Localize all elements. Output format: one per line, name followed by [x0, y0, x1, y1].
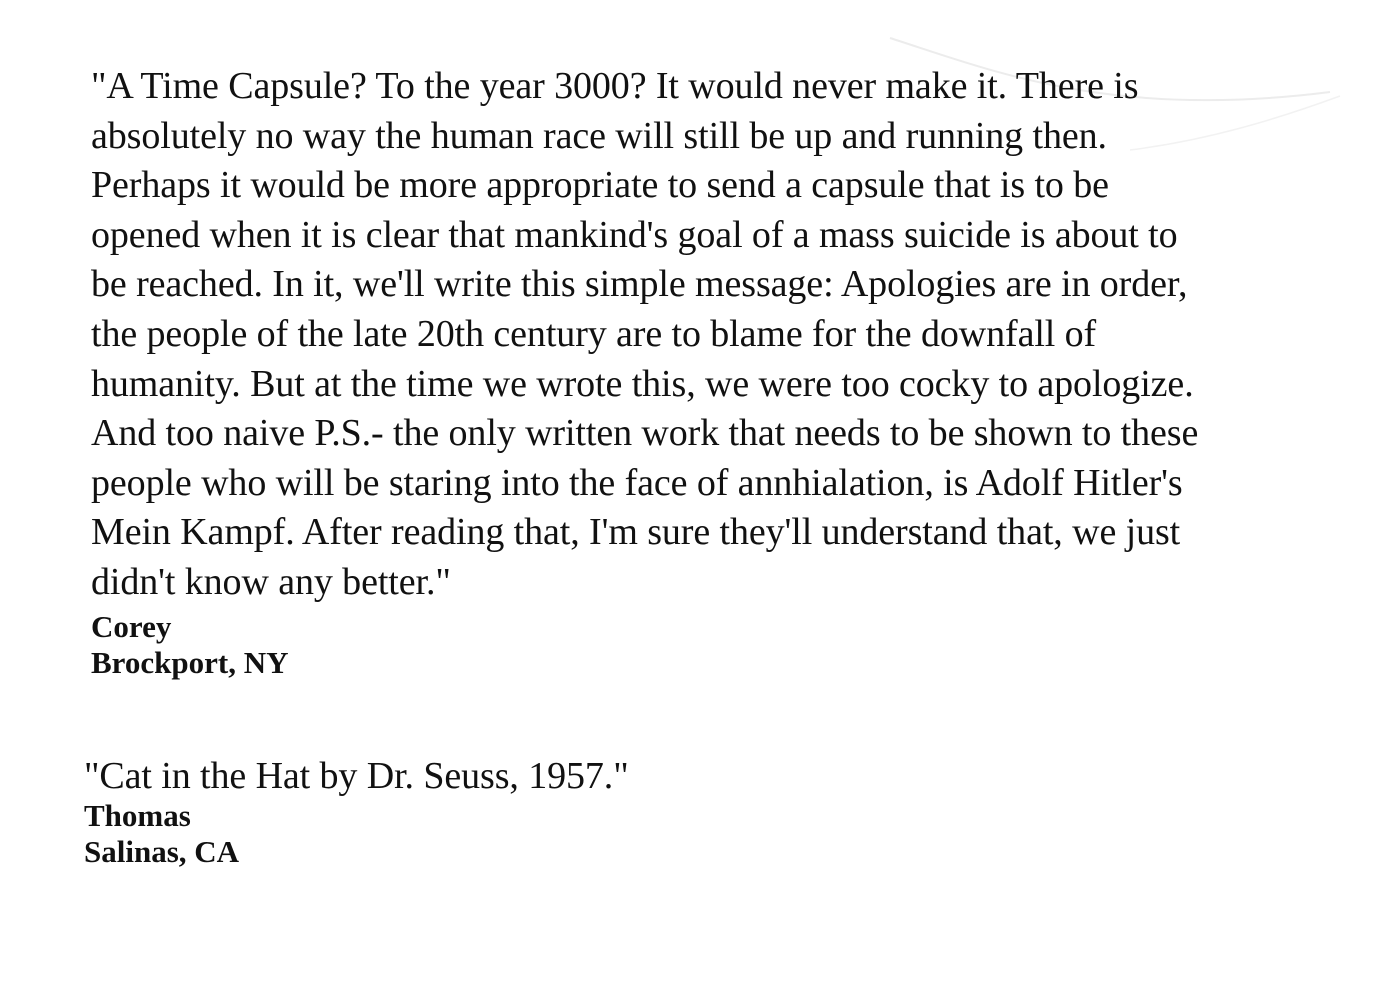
submission-entry	[84, 752, 1314, 870]
entry-location: Salinas, CA	[84, 833, 240, 869]
entry-author: Thomas	[84, 797, 191, 833]
entry-quote: "A Time Capsule? To the year 3000? It would never make it. There is absolutely no way the human race will still be up and running then. Perhaps it would be more appropriate to send a capsule that is to be opened when it is clear that mankind's goal of a mass suicide is about to be reached. In it, we'll write this simple message: Apologies are in order, the people of the late 20th century are to blame for the downfall of humanity. But at the time we wrote this, we were too cocky to apologize. And too naive P.S.- the only written work that needs to be shown to these people who will be staring into the face of annhialation, is Adolf Hitler's Mein Kampf. After reading that, I'm sure they'll understand that, we just didn't know any better."	[91, 65, 1199, 603]
entry-location: Brockport, NY	[91, 644, 289, 680]
submission-entry	[91, 62, 1321, 681]
entry-quote: "Cat in the Hat by Dr. Seuss, 1957."	[84, 755, 629, 797]
entry-author: Corey	[91, 608, 172, 644]
